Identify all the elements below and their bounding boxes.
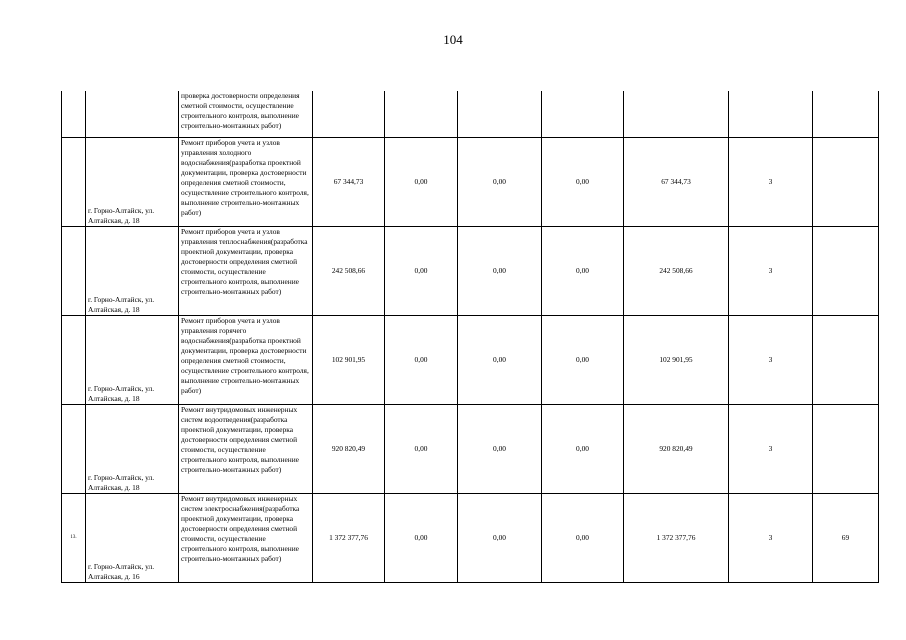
table-row xyxy=(62,405,879,494)
index-cell xyxy=(62,227,86,316)
value-cell: 3 xyxy=(729,494,813,583)
work-description-cell: Ремонт внутридомовых инженерных систем водоотведения(разработка проектной документации, проверка достоверности определения сметной стоимости, осуществление строительного контроля, выполнение строительно-монтажных работ) xyxy=(179,405,313,494)
amount-cell xyxy=(385,91,458,138)
address-cell: г. Горно-Алтайск, ул. Алтайская, д. 18 xyxy=(86,227,179,316)
amount-cell: 0,00 xyxy=(458,316,542,405)
value-cell: 3 xyxy=(729,138,813,227)
amount-cell xyxy=(458,91,542,138)
index-cell xyxy=(62,405,86,494)
value-cell: 69 xyxy=(813,494,879,583)
index-cell xyxy=(62,138,86,227)
value-cell xyxy=(813,405,879,494)
table-row xyxy=(62,494,879,583)
work-description-cell: Ремонт приборов учета и узлов управления горячего водоснабжения(разработка проектной документации, проверка достоверности определения сметной стоимости, осуществление строительного контроля, выполнение строительно-монтажных работ) xyxy=(179,316,313,405)
amount-cell xyxy=(542,91,624,138)
amount-cell: 0,00 xyxy=(542,316,624,405)
value-cell xyxy=(813,91,879,138)
table-row xyxy=(62,227,879,316)
amount-cell: 0,00 xyxy=(385,316,458,405)
works-table xyxy=(61,91,879,583)
work-description-cell: Ремонт приборов учета и узлов управления холодного водоснабжения(разработка проектной документации, проверка достоверности определения сметной стоимости, осуществление строительного контроля, выполнение строительно-монтажных работ) xyxy=(179,138,313,227)
amount-cell: 0,00 xyxy=(458,405,542,494)
value-cell xyxy=(813,316,879,405)
value-cell xyxy=(729,91,813,138)
amount-cell: 0,00 xyxy=(458,138,542,227)
amount-cell: 0,00 xyxy=(385,138,458,227)
total-cost-cell: 920 820,49 xyxy=(313,405,385,494)
amount-cell: 1 372 377,76 xyxy=(624,494,729,583)
address-cell xyxy=(86,91,179,138)
page-number: 104 xyxy=(443,32,463,47)
index-cell: 13. xyxy=(62,494,86,583)
amount-cell: 0,00 xyxy=(385,227,458,316)
index-cell xyxy=(62,91,86,138)
amount-cell: 0,00 xyxy=(458,227,542,316)
value-cell: 3 xyxy=(729,227,813,316)
amount-cell: 0,00 xyxy=(542,138,624,227)
total-cost-cell: 102 901,95 xyxy=(313,316,385,405)
amount-cell: 920 820,49 xyxy=(624,405,729,494)
amount-cell: 0,00 xyxy=(385,494,458,583)
amount-cell xyxy=(624,91,729,138)
address-cell: г. Горно-Алтайск, ул. Алтайская, д. 16 xyxy=(86,494,179,583)
amount-cell: 102 901,95 xyxy=(624,316,729,405)
work-description-cell: проверка достоверности определения сметной стоимости, осуществление строительного контроля, выполнение строительно-монтажных работ) xyxy=(179,91,313,138)
amount-cell: 0,00 xyxy=(542,494,624,583)
table-row-continuation xyxy=(62,91,879,138)
index-cell xyxy=(62,316,86,405)
work-description-cell: Ремонт приборов учета и узлов управления теплоснабжения(разработка проектной документации, проверка достоверности определения сметной стоимости, осуществление строительного контроля, выполнение строительно-монтажных работ) xyxy=(179,227,313,316)
table-row xyxy=(62,316,879,405)
value-cell: 3 xyxy=(729,316,813,405)
amount-cell: 0,00 xyxy=(385,405,458,494)
address-cell: г. Горно-Алтайск, ул. Алтайская, д. 18 xyxy=(86,405,179,494)
amount-cell: 242 508,66 xyxy=(624,227,729,316)
table-row xyxy=(62,138,879,227)
work-description-cell: Ремонт внутридомовых инженерных систем электроснабжения(разработка проектной документации, проверка достоверности определения сметной стоимости, осуществление строительного контроля, выполнение строительно-монтажных работ) xyxy=(179,494,313,583)
amount-cell: 67 344,73 xyxy=(624,138,729,227)
amount-cell: 0,00 xyxy=(458,494,542,583)
amount-cell: 0,00 xyxy=(542,405,624,494)
value-cell xyxy=(813,138,879,227)
total-cost-cell xyxy=(313,91,385,138)
total-cost-cell: 1 372 377,76 xyxy=(313,494,385,583)
value-cell: 3 xyxy=(729,405,813,494)
total-cost-cell: 67 344,73 xyxy=(313,138,385,227)
total-cost-cell: 242 508,66 xyxy=(313,227,385,316)
amount-cell: 0,00 xyxy=(542,227,624,316)
address-cell: г. Горно-Алтайск, ул. Алтайская, д. 18 xyxy=(86,138,179,227)
value-cell xyxy=(813,227,879,316)
address-cell: г. Горно-Алтайск, ул. Алтайская, д. 18 xyxy=(86,316,179,405)
